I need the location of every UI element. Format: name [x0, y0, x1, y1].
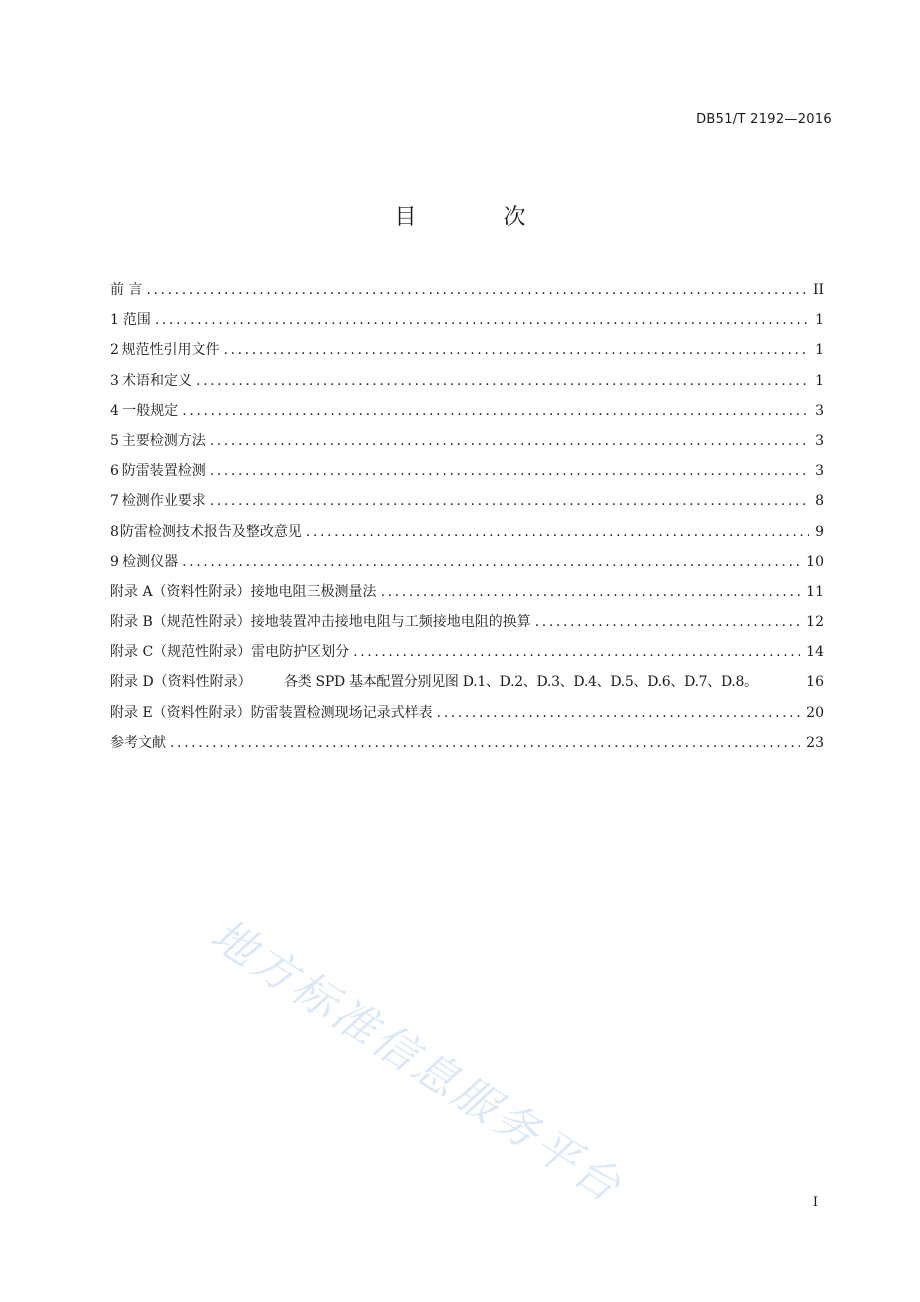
toc-leader-dots: [381, 577, 801, 607]
toc-label: 检测作业要求: [121, 493, 206, 510]
toc-section-number: 1: [110, 312, 119, 329]
toc-entry-3[interactable]: [110, 366, 824, 396]
toc-appendix-prefix: 附录 D（资料性附录）: [110, 674, 252, 691]
toc-appendix-prefix: 附录 B（规范性附录）: [110, 614, 251, 631]
toc-page-number: 3: [815, 463, 824, 480]
toc-section-number: 5: [110, 432, 119, 449]
toc-entry-4[interactable]: [110, 396, 824, 426]
toc-entry-appendix-c[interactable]: [110, 637, 824, 667]
toc-label: 范围: [122, 312, 151, 329]
toc-leader-dots: [353, 637, 800, 667]
toc-page-number: II: [812, 282, 824, 298]
toc-leader-dots: [210, 456, 809, 486]
toc-section-number: 7: [110, 493, 119, 510]
table-of-contents: [110, 275, 824, 758]
toc-entry-7[interactable]: [110, 486, 824, 516]
toc-label: 参考文献: [110, 734, 166, 751]
toc-entry-appendix-a[interactable]: [110, 577, 824, 607]
toc-appendix-prefix: 附录 C（规范性附录）: [110, 644, 252, 661]
toc-page-number: 12: [806, 614, 824, 631]
toc-section-number: 8: [110, 523, 119, 540]
page-number: I: [812, 1195, 818, 1210]
toc-label: 主要检测方法: [121, 432, 206, 449]
toc-label: 一般规定: [122, 402, 179, 419]
standard-code: DB51/T 2192—2016: [696, 112, 832, 127]
toc-label: 检测仪器: [122, 553, 179, 570]
toc-label: 规范性引用文件: [121, 342, 220, 359]
toc-page-number: 3: [815, 432, 824, 449]
toc-label: 前 言: [110, 282, 143, 298]
toc-leader-dots: [182, 396, 809, 426]
toc-label: 术语和定义: [122, 372, 193, 389]
toc-entry-1[interactable]: [110, 305, 824, 335]
toc-page-number: 9: [815, 523, 824, 540]
toc-label: 接地电阻三极测量法: [250, 583, 377, 600]
toc-entry-5[interactable]: [110, 426, 824, 456]
toc-leader-dots: [223, 335, 809, 365]
toc-page-number: 20: [806, 704, 824, 721]
toc-leader-dots: [210, 486, 809, 516]
toc-page-number: 1: [815, 342, 824, 359]
toc-leader-dots: [196, 366, 809, 396]
toc-page-number: 23: [806, 734, 824, 751]
toc-page-number: 10: [806, 553, 824, 570]
toc-appendix-prefix: 附录 A（资料性附录）: [110, 583, 251, 600]
toc-section-number: 6: [110, 463, 119, 480]
toc-label: 防雷检测技术报告及整改意见: [119, 523, 302, 540]
toc-page-number: 8: [815, 493, 824, 510]
toc-leader-dots: [535, 607, 800, 637]
toc-section-number: 9: [110, 553, 119, 570]
toc-entry-preface[interactable]: [110, 275, 824, 305]
toc-appendix-prefix: 附录 E（资料性附录）: [110, 704, 251, 721]
toc-section-number: 4: [110, 402, 119, 419]
toc-label: 接地装置冲击接地电阻与工频接地电阻的换算: [250, 614, 531, 631]
toc-page-number: 3: [815, 402, 824, 419]
toc-leader-dots: [170, 728, 800, 758]
page-title: 目 次: [394, 205, 566, 230]
watermark: 地方标准信息服务平台: [201, 909, 632, 1214]
toc-section-number: 3: [110, 372, 119, 389]
toc-leader-dots: [210, 426, 809, 456]
toc-label: 各类 SPD 基本配置分别见图 D.1、D.2、D.3、D.4、D.5、D.6、D.7、D.8。: [284, 674, 758, 691]
toc-entry-6[interactable]: [110, 456, 824, 486]
toc-entry-8[interactable]: [110, 517, 824, 547]
toc-entry-2[interactable]: [110, 335, 824, 365]
toc-label: 雷电防护区划分: [251, 644, 350, 661]
toc-leader-dots: [155, 305, 809, 335]
toc-page-number: 1: [815, 312, 824, 329]
toc-leader-dots: [146, 275, 806, 305]
toc-leader-dots: [306, 517, 809, 547]
toc-leader-dots: [437, 698, 801, 728]
toc-page-number: 1: [815, 372, 824, 389]
toc-page-number: 11: [806, 583, 824, 600]
toc-entry-appendix-b[interactable]: [110, 607, 824, 637]
toc-page-number: 16: [806, 674, 824, 691]
toc-entry-appendix-d[interactable]: [110, 667, 824, 697]
toc-page-number: 14: [806, 644, 824, 661]
toc-label: 防雷装置检测: [121, 463, 206, 480]
toc-entry-appendix-e[interactable]: [110, 698, 824, 728]
toc-section-number: 2: [110, 342, 119, 359]
toc-entry-9[interactable]: [110, 547, 824, 577]
toc-label: 防雷装置检测现场记录式样表: [250, 704, 433, 721]
toc-leader-dots: [182, 547, 800, 577]
toc-entry-references[interactable]: [110, 728, 824, 758]
